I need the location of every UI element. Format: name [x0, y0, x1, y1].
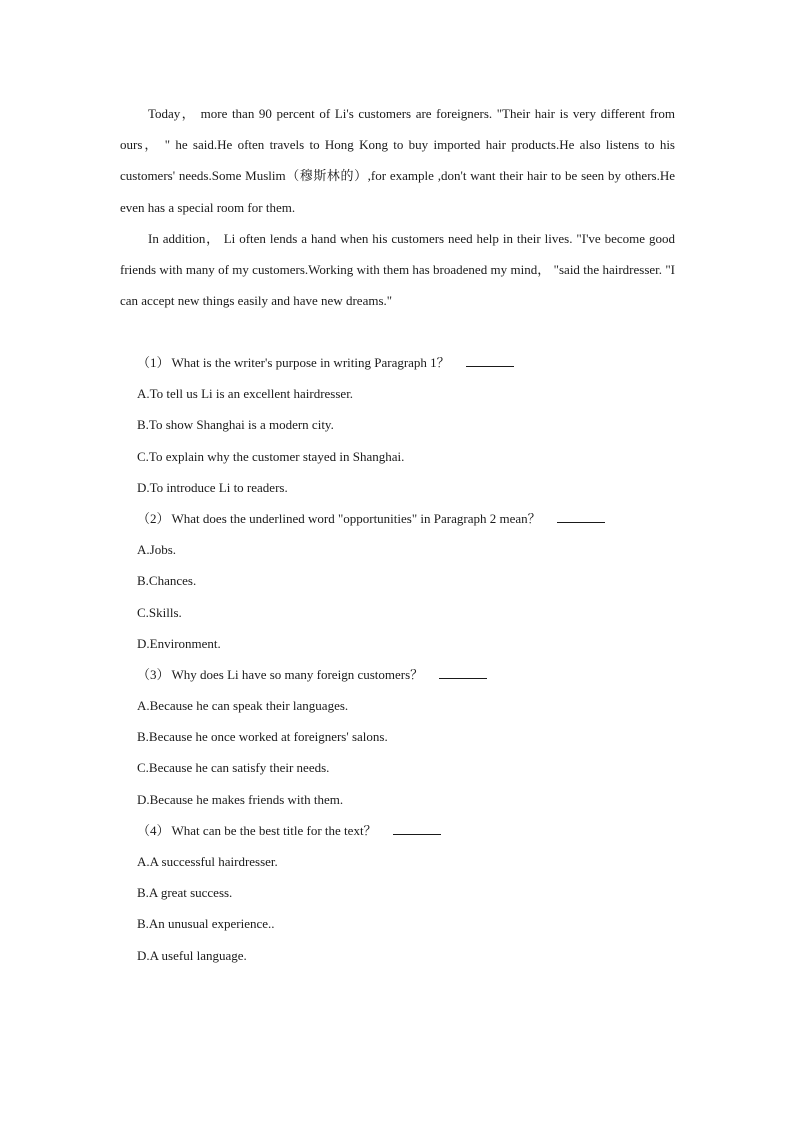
question-text: Why does Li have so many foreign customers？	[171, 666, 424, 682]
option-a: A.Jobs.	[137, 542, 177, 558]
question-stem	[137, 659, 677, 690]
question-4	[137, 815, 677, 971]
question-number: （1）	[137, 355, 170, 370]
answer-blank[interactable]	[466, 352, 514, 367]
question-stem	[137, 815, 677, 846]
option-c: C.To explain why the customer stayed in Shanghai.	[137, 448, 405, 464]
option-d: D.Because he makes friends with them.	[137, 791, 344, 807]
option-d: D.To introduce Li to readers.	[137, 479, 288, 495]
question-text: What is the writer's purpose in writing Paragraph 1？	[171, 355, 450, 370]
question-list	[137, 347, 677, 971]
option-b: B.Chances.	[137, 573, 197, 589]
option-c: C.Because he can satisfy their needs.	[137, 760, 330, 776]
answer-blank[interactable]	[557, 508, 605, 523]
question-2	[137, 503, 677, 659]
option-b: B.A great success.	[137, 885, 233, 901]
option-b: B.Because he once worked at foreigners' salons.	[137, 729, 388, 745]
option-a: A.Because he can speak their languages.	[137, 698, 349, 714]
question-3	[137, 659, 677, 815]
reading-passage	[120, 98, 675, 316]
answer-blank[interactable]	[439, 664, 487, 679]
question-stem	[137, 503, 677, 534]
option-c: C.Skills.	[137, 604, 182, 620]
option-a: A.To tell us Li is an excellent hairdresser.	[137, 386, 354, 402]
option-d: D.Environment.	[137, 635, 221, 651]
passage-paragraph-1: Today， more than 90 percent of Li's customers are foreigners. "Their hair is very different from ours， " he said.He often travels to Hong Kong to buy imported hair products.He also listens to his customers' needs.Some Muslim（穆斯林的）,for example ,don't want their hair to be seen by others.He even has a special room for them.	[120, 106, 675, 215]
question-number: （4）	[137, 822, 170, 838]
question-number: （3）	[137, 666, 170, 682]
option-c: B.An unusual experience..	[137, 916, 275, 932]
option-a: A.A successful hairdresser.	[137, 854, 278, 869]
answer-blank[interactable]	[393, 820, 441, 835]
question-1	[137, 347, 677, 503]
question-text: What does the underlined word "opportunities" in Paragraph 2 mean？	[171, 510, 541, 526]
question-text: What can be the best title for the text？	[171, 822, 377, 838]
question-stem	[137, 347, 677, 378]
passage-paragraph-2: In addition， Li often lends a hand when his customers need help in their lives. "I've become good friends with many of my customers.Working with them has broadened my mind， "said the hairdresser. "I can accept new things easily and have new dreams."	[120, 230, 675, 309]
option-d: D.A useful language.	[137, 947, 247, 963]
question-number: （2）	[137, 510, 170, 526]
option-b: B.To show Shanghai is a modern city.	[137, 417, 334, 433]
